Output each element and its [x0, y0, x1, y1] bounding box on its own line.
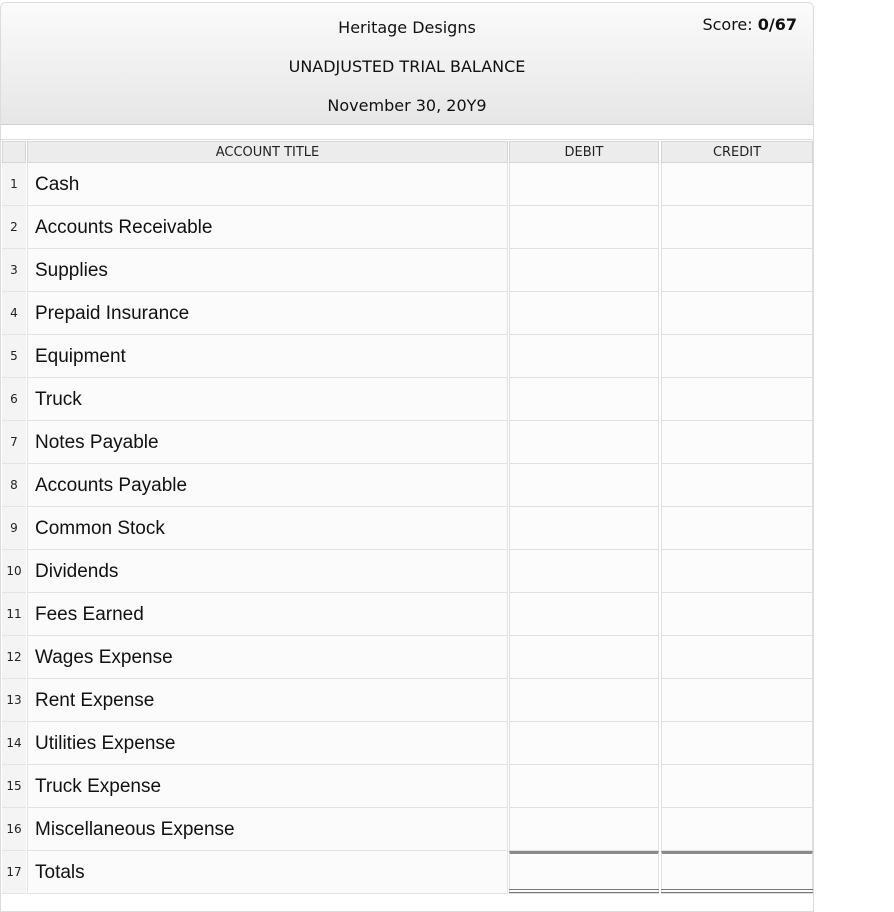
- debit-input[interactable]: [510, 854, 658, 893]
- credit-cell: [661, 335, 813, 378]
- debit-cell: [509, 421, 659, 464]
- account-title-cell: Prepaid Insurance: [27, 292, 508, 335]
- table-row: [2, 249, 814, 292]
- account-title-cell: Totals: [27, 851, 508, 894]
- debit-input[interactable]: [510, 808, 658, 850]
- debit-cell: [509, 292, 659, 335]
- debit-cell: [509, 593, 659, 636]
- account-title-cell: Rent Expense: [27, 679, 508, 722]
- account-title-cell: Common Stock: [27, 507, 508, 550]
- account-title-cell: Truck Expense: [27, 765, 508, 808]
- credit-input[interactable]: [662, 464, 812, 506]
- credit-input[interactable]: [662, 507, 812, 549]
- account-title-cell: Miscellaneous Expense: [27, 808, 508, 851]
- row-number: 10: [2, 550, 26, 593]
- account-title-cell: Notes Payable: [27, 421, 508, 464]
- debit-input[interactable]: [510, 163, 658, 205]
- table-row: [2, 636, 814, 679]
- account-title-cell: Dividends: [27, 550, 508, 593]
- row-number: 13: [2, 679, 26, 722]
- debit-cell: [509, 249, 659, 292]
- credit-cell: [661, 507, 813, 550]
- credit-input[interactable]: [662, 593, 812, 635]
- table-row: [2, 421, 814, 464]
- credit-cell: [661, 378, 813, 421]
- debit-input[interactable]: [510, 335, 658, 377]
- credit-cell: [661, 249, 813, 292]
- row-number: 7: [2, 421, 26, 464]
- debit-input[interactable]: [510, 421, 658, 463]
- table-row: [2, 464, 814, 507]
- credit-total-double-rule: [661, 889, 813, 890]
- table-row: [2, 765, 814, 808]
- debit-input[interactable]: [510, 593, 658, 635]
- row-number: 3: [2, 249, 26, 292]
- company-name: Heritage Designs: [338, 18, 476, 37]
- row-number: 14: [2, 722, 26, 765]
- debit-cell: [509, 464, 659, 507]
- account-title-cell: Equipment: [27, 335, 508, 378]
- debit-cell: [509, 335, 659, 378]
- account-title-header: ACCOUNT TITLE: [27, 141, 508, 163]
- debit-total-double-rule: [509, 892, 659, 893]
- debit-input[interactable]: [510, 206, 658, 248]
- credit-input[interactable]: [662, 421, 812, 463]
- table-row: [2, 593, 814, 636]
- credit-input[interactable]: [662, 722, 812, 764]
- debit-input[interactable]: [510, 507, 658, 549]
- account-title-cell: Cash: [27, 163, 508, 206]
- row-number: 17: [2, 851, 26, 894]
- row-number: 1: [2, 163, 26, 206]
- debit-cell: [509, 507, 659, 550]
- debit-input[interactable]: [510, 249, 658, 291]
- table-row: [2, 550, 814, 593]
- account-title-cell: Fees Earned: [27, 593, 508, 636]
- debit-cell: [509, 851, 659, 894]
- table-row: [2, 808, 814, 851]
- header-divider: [1, 139, 813, 140]
- credit-input[interactable]: [662, 808, 812, 850]
- table-row: [2, 335, 814, 378]
- score-label: Score:: [702, 15, 753, 34]
- credit-input[interactable]: [662, 292, 812, 334]
- account-title-cell: Supplies: [27, 249, 508, 292]
- credit-cell: [661, 163, 813, 206]
- row-number: 15: [2, 765, 26, 808]
- credit-cell: [661, 593, 813, 636]
- score-value: 0/67: [757, 15, 797, 34]
- credit-input[interactable]: [662, 550, 812, 592]
- credit-input[interactable]: [662, 679, 812, 721]
- debit-cell: [509, 636, 659, 679]
- credit-cell: [661, 679, 813, 722]
- credit-input[interactable]: [662, 765, 812, 807]
- debit-cell: [509, 163, 659, 206]
- debit-input[interactable]: [510, 765, 658, 807]
- account-title-cell: Wages Expense: [27, 636, 508, 679]
- credit-input[interactable]: [662, 854, 812, 893]
- row-number: 8: [2, 464, 26, 507]
- credit-input[interactable]: [662, 163, 812, 205]
- credit-input[interactable]: [662, 636, 812, 678]
- statement-header: [1, 3, 813, 125]
- table-row: [2, 292, 814, 335]
- account-title-cell: Accounts Receivable: [27, 206, 508, 249]
- debit-input[interactable]: [510, 292, 658, 334]
- table-row: [2, 507, 814, 550]
- credit-cell: [661, 464, 813, 507]
- row-number: 4: [2, 292, 26, 335]
- statement-date: November 30, 20Y9: [327, 96, 487, 115]
- debit-input[interactable]: [510, 464, 658, 506]
- debit-header: DEBIT: [509, 141, 659, 163]
- row-number: 12: [2, 636, 26, 679]
- debit-total-double-rule: [509, 889, 659, 890]
- debit-cell: [509, 679, 659, 722]
- credit-input[interactable]: [662, 249, 812, 291]
- debit-input[interactable]: [510, 378, 658, 420]
- credit-cell: [661, 851, 813, 894]
- row-number: 5: [2, 335, 26, 378]
- credit-input[interactable]: [662, 378, 812, 420]
- credit-input[interactable]: [662, 335, 812, 377]
- table-row: [2, 722, 814, 765]
- account-title-cell: Accounts Payable: [27, 464, 508, 507]
- score-display: [702, 15, 797, 34]
- credit-cell: [661, 636, 813, 679]
- row-number: 16: [2, 808, 26, 851]
- debit-cell: [509, 808, 659, 851]
- table-row: [2, 378, 814, 421]
- credit-cell: [661, 808, 813, 851]
- table-row: [2, 679, 814, 722]
- debit-cell: [509, 765, 659, 808]
- credit-cell: [661, 292, 813, 335]
- row-number: 6: [2, 378, 26, 421]
- table-row: [2, 206, 814, 249]
- credit-cell: [661, 550, 813, 593]
- credit-input[interactable]: [662, 206, 812, 248]
- debit-input[interactable]: [510, 636, 658, 678]
- credit-cell: [661, 206, 813, 249]
- credit-cell: [661, 722, 813, 765]
- credit-cell: [661, 421, 813, 464]
- row-number: 11: [2, 593, 26, 636]
- account-title-cell: Utilities Expense: [27, 722, 508, 765]
- debit-cell: [509, 722, 659, 765]
- credit-cell: [661, 765, 813, 808]
- row-number: 9: [2, 507, 26, 550]
- statement-title: UNADJUSTED TRIAL BALANCE: [288, 57, 526, 76]
- credit-header: CREDIT: [661, 141, 813, 163]
- account-title-cell: Truck: [27, 378, 508, 421]
- debit-cell: [509, 378, 659, 421]
- table-row: [2, 163, 814, 206]
- debit-cell: [509, 206, 659, 249]
- debit-cell: [509, 550, 659, 593]
- debit-input[interactable]: [510, 722, 658, 764]
- credit-total-double-rule: [661, 892, 813, 893]
- debit-input[interactable]: [510, 679, 658, 721]
- debit-input[interactable]: [510, 550, 658, 592]
- row-number-header: [2, 141, 26, 163]
- row-number: 2: [2, 206, 26, 249]
